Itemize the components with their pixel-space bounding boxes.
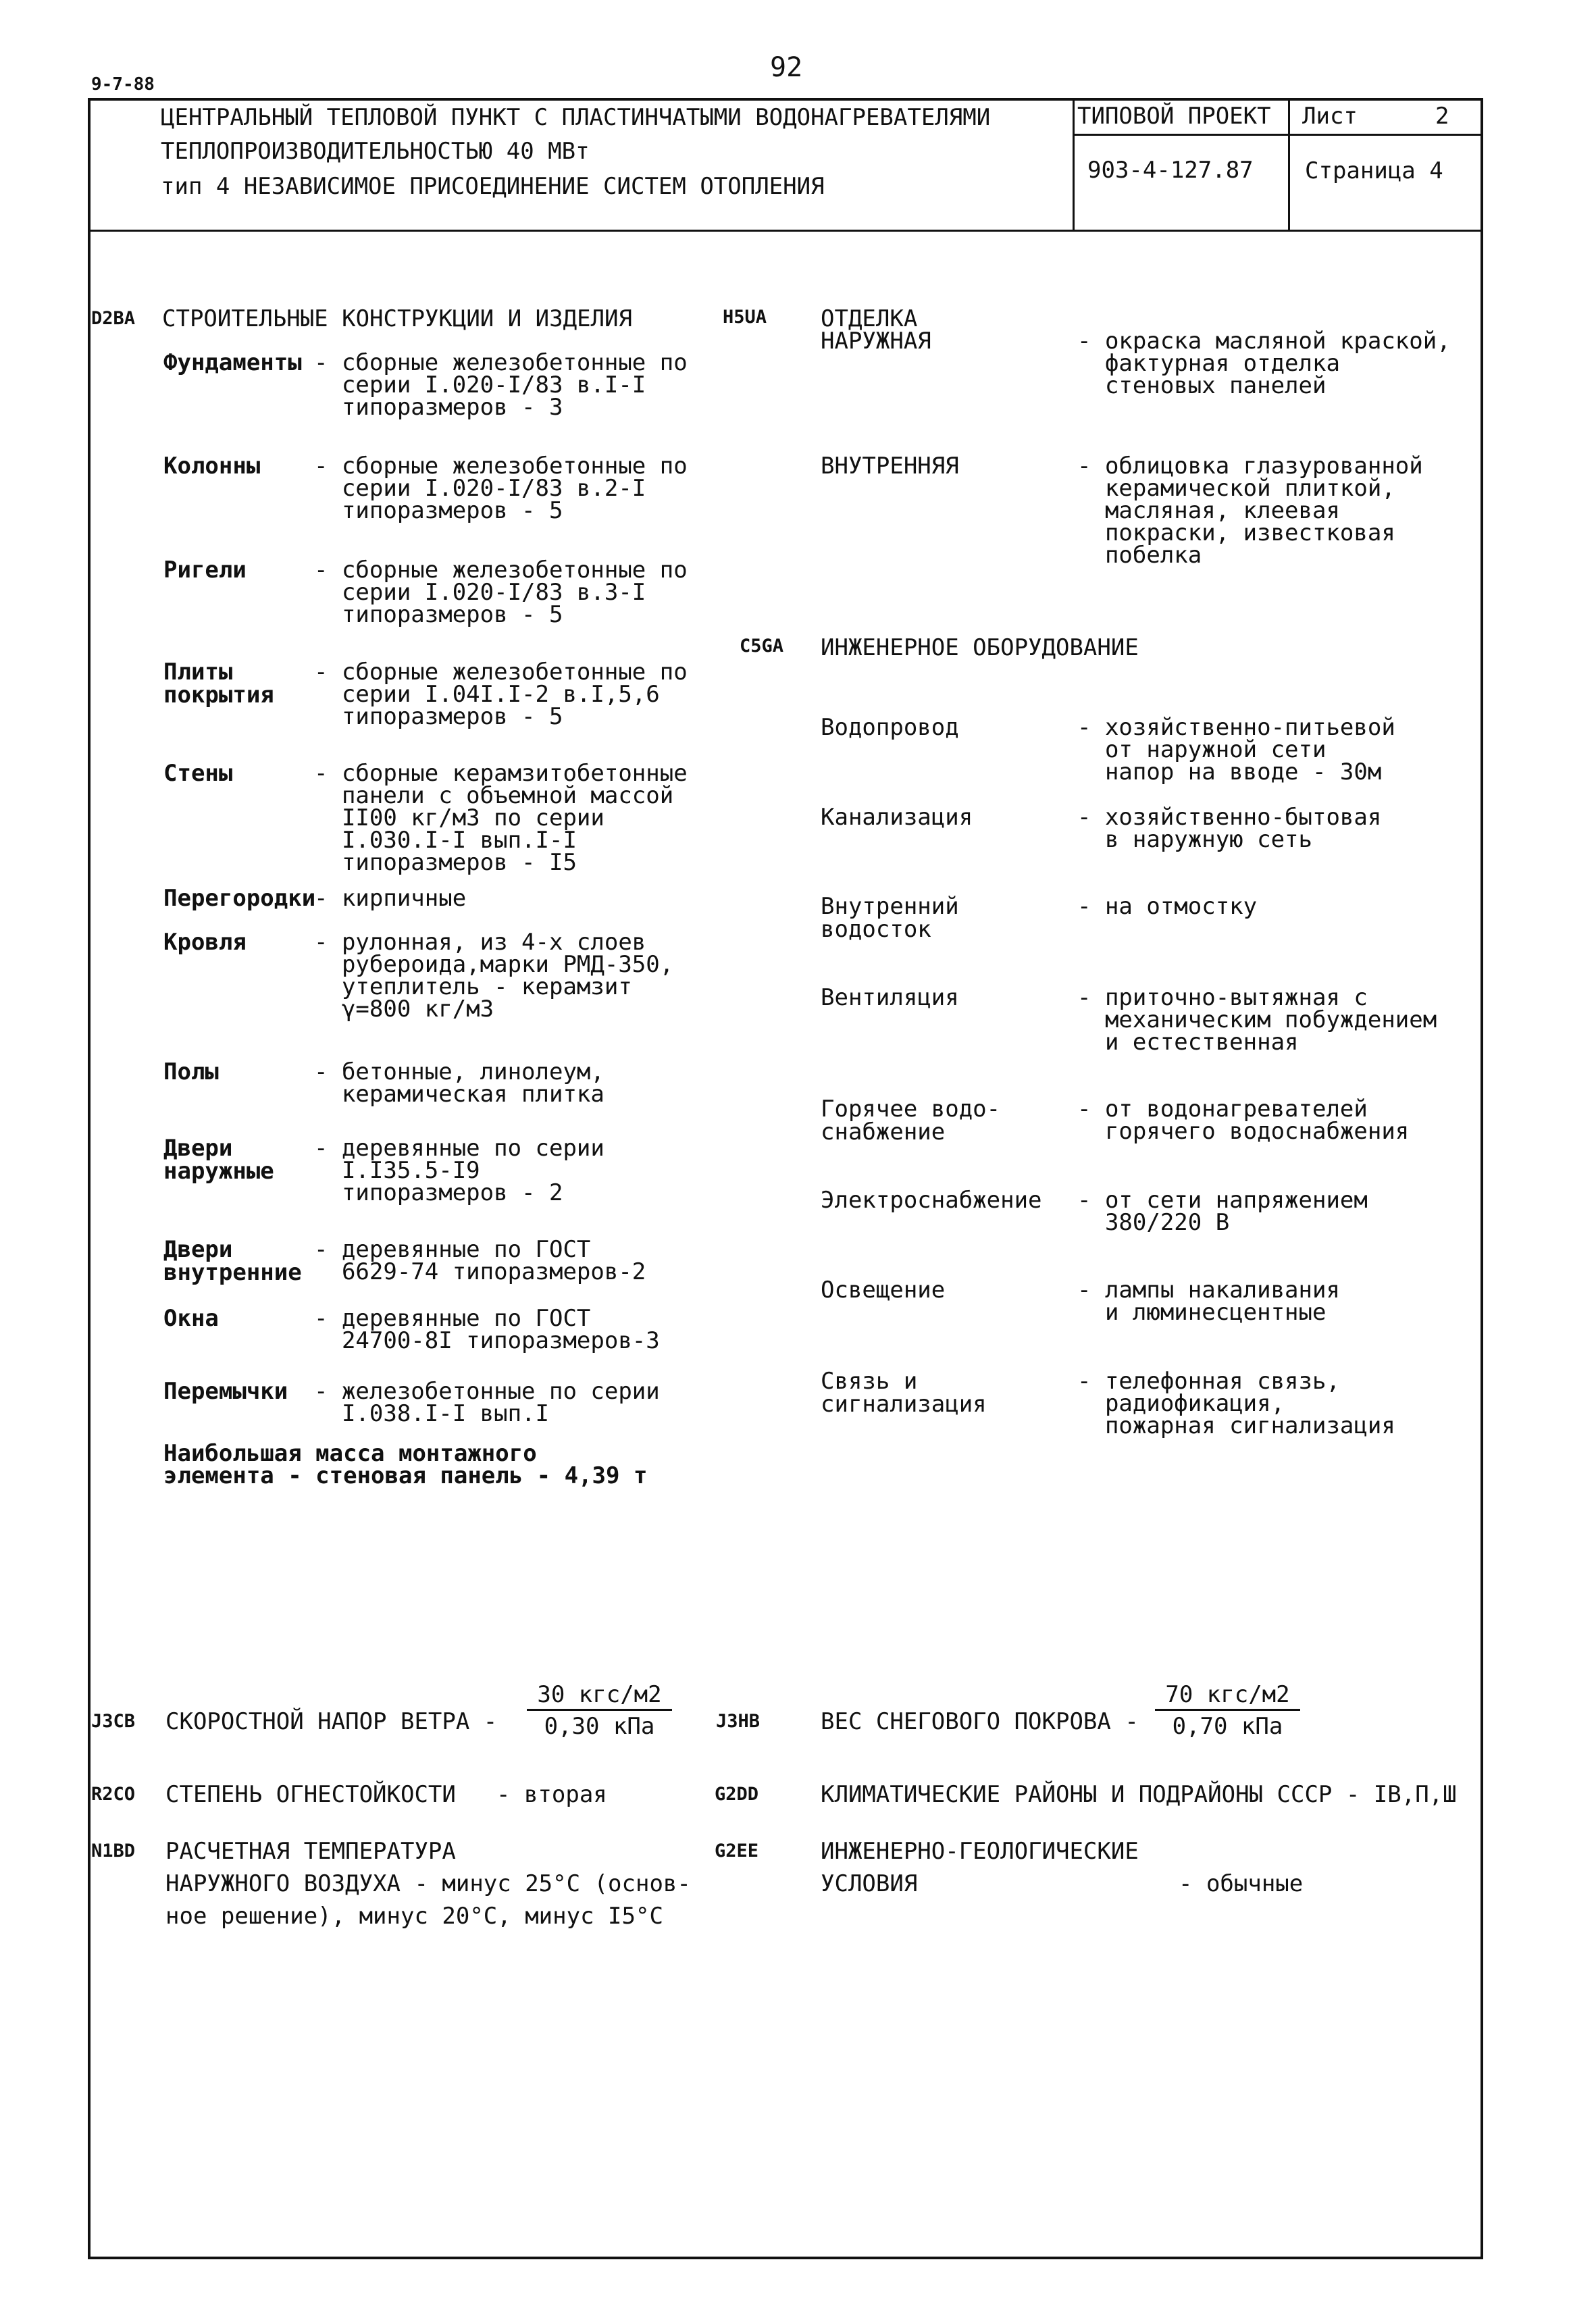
wind-pressure-kgs: 30 кгс/м2: [527, 1683, 672, 1711]
item-name: Стены: [163, 760, 233, 787]
item-line: 24700-8I типоразмеров-3: [314, 1327, 660, 1354]
item-line: серии I.04I.I-2 в.I,5,6: [314, 681, 660, 708]
item-line: типоразмеров - 2: [314, 1179, 563, 1206]
wind-pressure-kpa: 0,30 кПа: [544, 1713, 655, 1740]
item-line: - хозяйственно-бытовая: [1077, 804, 1382, 831]
section-heading: СТРОИТЕЛЬНЫЕ КОНСТРУКЦИИ И ИЗДЕЛИЯ: [162, 305, 632, 332]
item-line: и люминесцентные: [1077, 1299, 1327, 1326]
item-line: панели с объемной массой: [314, 782, 674, 809]
item-line: - хозяйственно-питьевой: [1077, 714, 1395, 741]
snow-load-kpa: 0,70 кПа: [1172, 1713, 1283, 1740]
fire-resistance-value: - вторая: [496, 1781, 607, 1808]
item-line: керамическая плитка: [314, 1081, 604, 1108]
climate-regions: КЛИМАТИЧЕСКИЕ РАЙОНЫ И ПОДРАЙОНЫ СССР - IB,П,Ш: [821, 1781, 1457, 1808]
item-name: Ригели: [163, 557, 247, 584]
item-line: - сборные железобетонные по: [314, 659, 688, 686]
item-line: напор на вводе - 30м: [1077, 759, 1382, 786]
classification-code: R2CO: [91, 1784, 136, 1805]
item-line: - деревянные по ГОСТ: [314, 1236, 591, 1263]
item-line: - сборные керамзитобетонные: [314, 760, 688, 787]
classification-code: G2EE: [715, 1841, 759, 1861]
item-name: Фундаменты: [163, 349, 302, 376]
item-name: Полы: [163, 1058, 219, 1085]
item-line: I.I35.5-I9: [314, 1157, 480, 1184]
item-name: Колонны: [163, 453, 261, 480]
section-heading: ОТДЕЛКА: [821, 305, 918, 332]
title-block-divider: [1073, 134, 1483, 136]
item-line: - кирпичные: [314, 885, 467, 912]
item-line: покраски, известковая: [1077, 519, 1395, 546]
item-line: утеплитель - керамзит: [314, 973, 632, 1000]
item-line: - облицовка глазурованной: [1077, 453, 1423, 480]
item-name: Электроснабжение: [821, 1187, 1042, 1214]
snow-load-kgs: 70 кгс/м2: [1155, 1683, 1300, 1711]
item-name: Окна: [163, 1305, 219, 1332]
sheet-label: Лист: [1302, 103, 1358, 130]
heaviest-element-line: Наибольшая масса монтажного: [163, 1440, 537, 1467]
item-line: - сборные железобетонные по: [314, 349, 688, 376]
classification-code: J3CB: [91, 1711, 136, 1732]
item-line: - от сети напряжением: [1077, 1187, 1368, 1214]
item-name: Освещение: [821, 1277, 946, 1304]
item-line: рубероида,марки РМД-350,: [314, 951, 674, 978]
item-line: и естественная: [1077, 1029, 1299, 1056]
item-line: - железобетонные по серии: [314, 1378, 660, 1405]
temperature-line: ное решение), минус 20°С, минус I5°С: [165, 1903, 663, 1930]
item-name: Канализация: [821, 804, 973, 831]
item-line: II00 кг/м3 по серии: [314, 804, 604, 831]
item-line: типоразмеров - 3: [314, 394, 563, 421]
item-line: горячего водоснабжения: [1077, 1118, 1410, 1145]
item-line: от наружной сети: [1077, 736, 1327, 763]
title-block-divider: [1073, 98, 1075, 230]
item-line: типоразмеров - 5: [314, 497, 563, 524]
classification-code: H5UA: [723, 307, 767, 328]
item-line: γ=800 кг/м3: [314, 996, 494, 1023]
title-line: тип 4 НЕЗАВИСИМОЕ ПРИСОЕДИНЕНИЕ СИСТЕМ ОТОПЛЕНИЯ: [161, 173, 825, 200]
project-number: 903-4-127.87: [1087, 157, 1254, 184]
item-line: - бетонные, линолеум,: [314, 1058, 604, 1085]
item-name: Плиты покрытия: [163, 659, 274, 709]
item-line: I.030.I-I вып.I-I: [314, 827, 577, 854]
item-line: фактурная отделка: [1077, 350, 1340, 377]
page-number: 92: [770, 52, 803, 83]
section-heading: ИНЖЕНЕРНОЕ ОБОРУДОВАНИЕ: [821, 634, 1139, 661]
item-line: масляная, клеевая: [1077, 497, 1340, 524]
title-line: ЦЕНТРАЛЬНЫЙ ТЕПЛОВОЙ ПУНКТ С ПЛАСТИНЧАТЫМИ ВОДОНАГРЕВАТЕЛЯМИ: [161, 104, 991, 131]
item-name: Внутренний водосток: [821, 893, 959, 943]
item-line: побелка: [1077, 542, 1202, 569]
item-name: Вентиляция: [821, 984, 959, 1011]
page-frame: [88, 98, 1483, 2259]
classification-code: J3HB: [716, 1711, 761, 1732]
temperature-line: РАСЧЕТНАЯ ТЕМПЕРАТУРА: [165, 1838, 456, 1865]
page-label: Страница 4: [1305, 157, 1443, 184]
item-line: стеновых панелей: [1077, 372, 1327, 399]
item-line: - приточно-вытяжная с: [1077, 984, 1368, 1011]
item-name: Кровля: [163, 929, 247, 956]
item-line: радиофикация,: [1077, 1390, 1285, 1417]
item-line: I.038.I-I вып.I: [314, 1400, 549, 1427]
geology-label: ИНЖЕНЕРНО-ГЕОЛОГИЧЕСКИЕ: [821, 1838, 1139, 1865]
classification-code: G2DD: [715, 1784, 759, 1805]
item-line: пожарная сигнализация: [1077, 1412, 1395, 1439]
classification-code: C5GA: [740, 636, 784, 657]
item-line: - деревянные по ГОСТ: [314, 1305, 591, 1332]
geology-value: - обычные: [1179, 1870, 1304, 1897]
item-name: Горячее водо- снабжение: [821, 1096, 1001, 1146]
item-name: Двери внутренние: [163, 1236, 302, 1286]
wind-pressure-value: [527, 1683, 672, 1738]
item-line: - сборные железобетонные по: [314, 557, 688, 584]
item-line: 6629-74 типоразмеров-2: [314, 1258, 646, 1285]
title-block-divider: [1288, 98, 1290, 230]
date-mark: 9-7-88: [91, 74, 155, 95]
finishing-inner-label: ВНУТРЕННЯЯ: [821, 453, 959, 480]
item-line: серии I.020-I/83 в.3-I: [314, 579, 646, 606]
geology-label: УСЛОВИЯ: [821, 1870, 918, 1897]
classification-code: N1BD: [91, 1841, 136, 1861]
title-block-divider: [88, 230, 1483, 232]
classification-code: D2BA: [91, 308, 136, 329]
wind-pressure-label: СКОРОСТНОЙ НАПОР ВЕТРА -: [165, 1708, 498, 1735]
item-line: серии I.020-I/83 в.I-I: [314, 371, 646, 398]
snow-load-label: ВЕС СНЕГОВОГО ПОКРОВА -: [821, 1708, 1139, 1735]
item-line: керамической плиткой,: [1077, 475, 1395, 502]
item-name: Перегородки: [163, 885, 316, 912]
item-line: - окраска масляной краской,: [1077, 328, 1451, 355]
item-line: 380/220 В: [1077, 1209, 1230, 1236]
finishing-outer-label: НАРУЖНАЯ: [821, 328, 931, 355]
heaviest-element-line: элемента - стеновая панель - 4,39 т: [163, 1462, 648, 1489]
sheet-value: 2: [1435, 103, 1449, 130]
item-name: Перемычки: [163, 1378, 288, 1405]
item-line: в наружную сеть: [1077, 826, 1312, 853]
fire-resistance-label: СТЕПЕНЬ ОГНЕСТОЙКОСТИ: [165, 1781, 456, 1808]
item-line: серии I.020-I/83 в.2-I: [314, 475, 646, 502]
item-line: типоразмеров - 5: [314, 703, 563, 730]
item-line: - деревянные по серии: [314, 1135, 604, 1162]
item-name: Двери наружные: [163, 1135, 274, 1185]
temperature-line: НАРУЖНОГО ВОЗДУХА - минус 25°С (основ-: [165, 1870, 691, 1897]
item-line: типоразмеров - 5: [314, 601, 563, 628]
item-line: механическим побуждением: [1077, 1006, 1437, 1033]
item-line: - на отмостку: [1077, 893, 1258, 920]
item-name: Водопровод: [821, 714, 959, 741]
title-line: ТЕПЛОПРОИЗВОДИТЕЛЬНОСТЬЮ 40 МВт: [161, 138, 590, 165]
item-line: - лампы накаливания: [1077, 1277, 1340, 1304]
item-line: типоразмеров - I5: [314, 849, 577, 876]
item-line: - сборные железобетонные по: [314, 453, 688, 480]
item-line: - рулонная, из 4-х слоев: [314, 929, 646, 956]
project-label: ТИПОВОЙ ПРОЕКТ: [1077, 103, 1271, 130]
item-name: Связь и сигнализация: [821, 1368, 987, 1418]
snow-load-value: [1155, 1683, 1300, 1738]
item-line: - телефонная связь,: [1077, 1368, 1340, 1395]
item-line: - от водонагревателей: [1077, 1096, 1368, 1123]
